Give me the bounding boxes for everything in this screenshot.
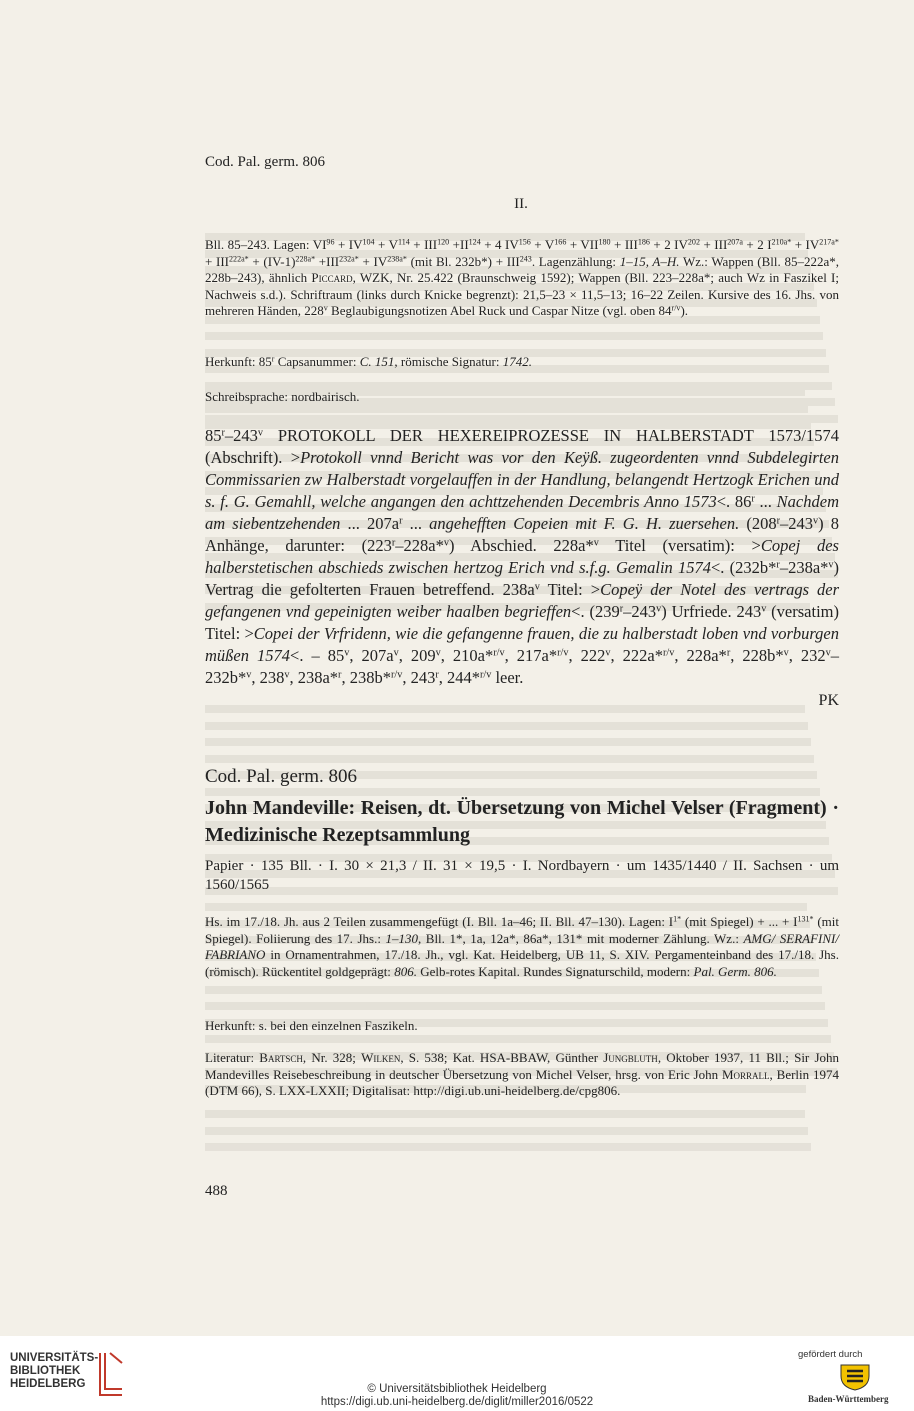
bleed-line [205, 738, 811, 746]
protokoll-paragraph: 85$^r$–243$^v$ PROTOKOLL DER HEXEREIPROZESSE IN HALBERSTADT 1573/1574 (Abschrift). >Protokoll vnnd Bericht was vor den Keÿß. zugeordenten vnnd Subdelegirten Commissarien zw Halberstadt vorgelauffen in der Handlung, belangendt Hertzogk Erichen und s. f. G. Gemahll, welche angangen den achttzehenden Decembris Anno 1573<. 86$^r$ ... Nachdem am siebentzehenden ... $207a^r$ ... angehefften Copeien mit F. G. H. zuersehen. (208$^r$–243$^v$) 8 Anhänge, darunter: (223$^r$–228a*$^v$) Abschied. 228a*$^v$ Titel (versatim): >Copej des halberstetischen abschieds zwischen hertzog Erich vnd s.f.g. Gemalin 1574<. (232b*$^r$–238a*$^v$) Vertrag die gefolterten Frauen betreffend. $238a^v$ Titel: >Copeÿ der Notel des vertrags der gefangenen vnd gepeinigten weiber haalben begrieffen<. (239$^r$–243$^v$) Urfriede. 243$^v$ (versatim) Titel: >Copei der Vrfridenn, wie die gefangenne frauen, die zu halberstadt loben vnd vorburgen müßen 1574<. – 85$^v$, $207a^v$, 209$^v$, 210a*$^{r/v}$, 217a*$^{r/v}$, 222$^v$, 222a*$^{r/v}$, 228a*$^r$, 228b*$^v$, 232$^v$–232b*$^v$, 238$^v$, 238a*$^r$, 238b*$^{r/v}$, 243$^r$, 244*$^{r/v}$ leer. [205, 426, 840, 687]
bleed-line [205, 722, 808, 730]
entry-shelfmark: Cod. Pal. germ. 806 [205, 766, 357, 787]
bleed-line [205, 332, 823, 340]
editor-initials: PK [818, 692, 839, 709]
permalink[interactable]: https://digi.ub.uni-heidelberg.de/diglit/miller2016/0522 [320, 1396, 594, 1408]
entry-summary: Papier · 135 Bll. · I. 30 × 21,3 / II. 31 × 19,5 · I. Nordbayern · um 1435/1440 / II. Sachsen · um 1560/1565 [205, 858, 839, 893]
literatur-paragraph: Literatur: Bartsch, Nr. 328; Wilken, S. 538; Kat. HSA-BBAW, Günther Jungbluth, Oktober 1937, 11 Bll.; Sir John Mandevilles Reisebeschreibung in deutscher Übersetzung von Michel Velser, hrsg. von Eric John Morrall, Berlin 1974 (DTM 66), S. LXX-LXXII; Digitalisat: http://digi.ub.uni-heidelberg.de/cpg806. [205, 1050, 839, 1098]
hs-paragraph: Hs. im 17./18. Jh. aus 2 Teilen zusammengefügt (I. Bll. 1a–46; II. Bll. 47–130). Lagen: $I^{1*}$ (mit Spiegel) + ... + $I^{131*}$ (mit Spiegel). Foliierung des 17. Jhs.: 1–130, Bll. 1*, 1a, 12a*, 86a*, 131* mit moderner Zählung. Wz.: AMG/ SERAFINI/ FABRIANO in Ornamentrahmen, 17./18. Jh., vgl. Kat. Heidelberg, UB 11, S. XIV. Pergamenteinband des 17./18. Jhs. (römisch). Rückentitel goldgeprägt: 806. Gelb-rotes Kapital. Rundes Signaturschild, modern: Pal. Germ. 806. [205, 914, 839, 979]
bleed-line [205, 755, 814, 763]
running-head: Cod. Pal. germ. 806 [205, 154, 325, 170]
schreibsprache-line: Schreibsprache: nordbairisch. [205, 389, 360, 404]
section-numeral: II. [514, 196, 528, 212]
bleed-line [205, 1002, 825, 1010]
bleed-line [205, 415, 838, 423]
library-logo-text: UNIVERSITÄTS- BIBLIOTHEK HEIDELBERG [10, 1352, 99, 1390]
copyright-notice: © Universitätsbibliothek Heidelberg https://digi.ub.uni-heidelberg.de/diglit/miller2016/0522 [0, 1383, 914, 1409]
bleed-line [205, 986, 822, 994]
entry-herkunft: Herkunft: s. bei den einzelnen Faszikeln. [205, 1018, 418, 1033]
coat-of-arms-icon [836, 1362, 874, 1392]
bleed-line [205, 705, 805, 713]
funded-by-label: gefördert durch [798, 1349, 863, 1360]
sponsor-name: Baden-Württemberg [808, 1394, 889, 1404]
bleed-line [205, 1143, 811, 1151]
bleed-line [205, 405, 808, 413]
lagen-paragraph: Bll. 85–243. Lagen: $VI^{96} + IV^{104} + V^{114} + III^{120} +II^{124} + 4$ $IV^{156} + V^{166} + VII^{180} + III^{186} + 2$ $IV^{202} + III^{207a} + 2$ $I^{210a*} + IV^{217a*} + III^{222a*} + (IV-1)^{228a*} +III^{232a*} + IV^{238a*}$ (mit Bl. $232b*) + III^{243}$. Lagenzählung: 1–15, A–H. Wz.: Wappen (Bll. 85–222a*, 228b–243), ähnlich Piccard, WZK, Nr. 25.422 (Braunschweig 1592); Wappen (Bll. 223–228a*; auch Wz in Faszikel I; Nachweis s.d.). Schriftraum (links durch Knicke begrenzt): 21,5–23 × 11,5–13; 16–22 Zeilen. Kursive des 16. Jhs. von mehreren Händen, 228$^v$ Beglaubigungsnotizen Abel Ruck und Caspar Nitze (vgl. oben $84^{r/v}$). [205, 237, 840, 318]
bleed-line [205, 1035, 831, 1043]
bleed-line [205, 903, 807, 911]
viewer-footer [0, 1336, 914, 1411]
bleed-line [205, 1127, 808, 1135]
herkunft-line: Herkunft: 85$^r$ Capsanummer: C. 151, römische Signatur: 1742. [205, 354, 532, 369]
entry-title: John Mandeville: Reisen, dt. Übersetzung von Michel Velser (Fragment) · Medizinische Rezeptsammlung [205, 797, 839, 846]
bleed-line [205, 1110, 805, 1118]
page-number: 488 [205, 1183, 228, 1199]
